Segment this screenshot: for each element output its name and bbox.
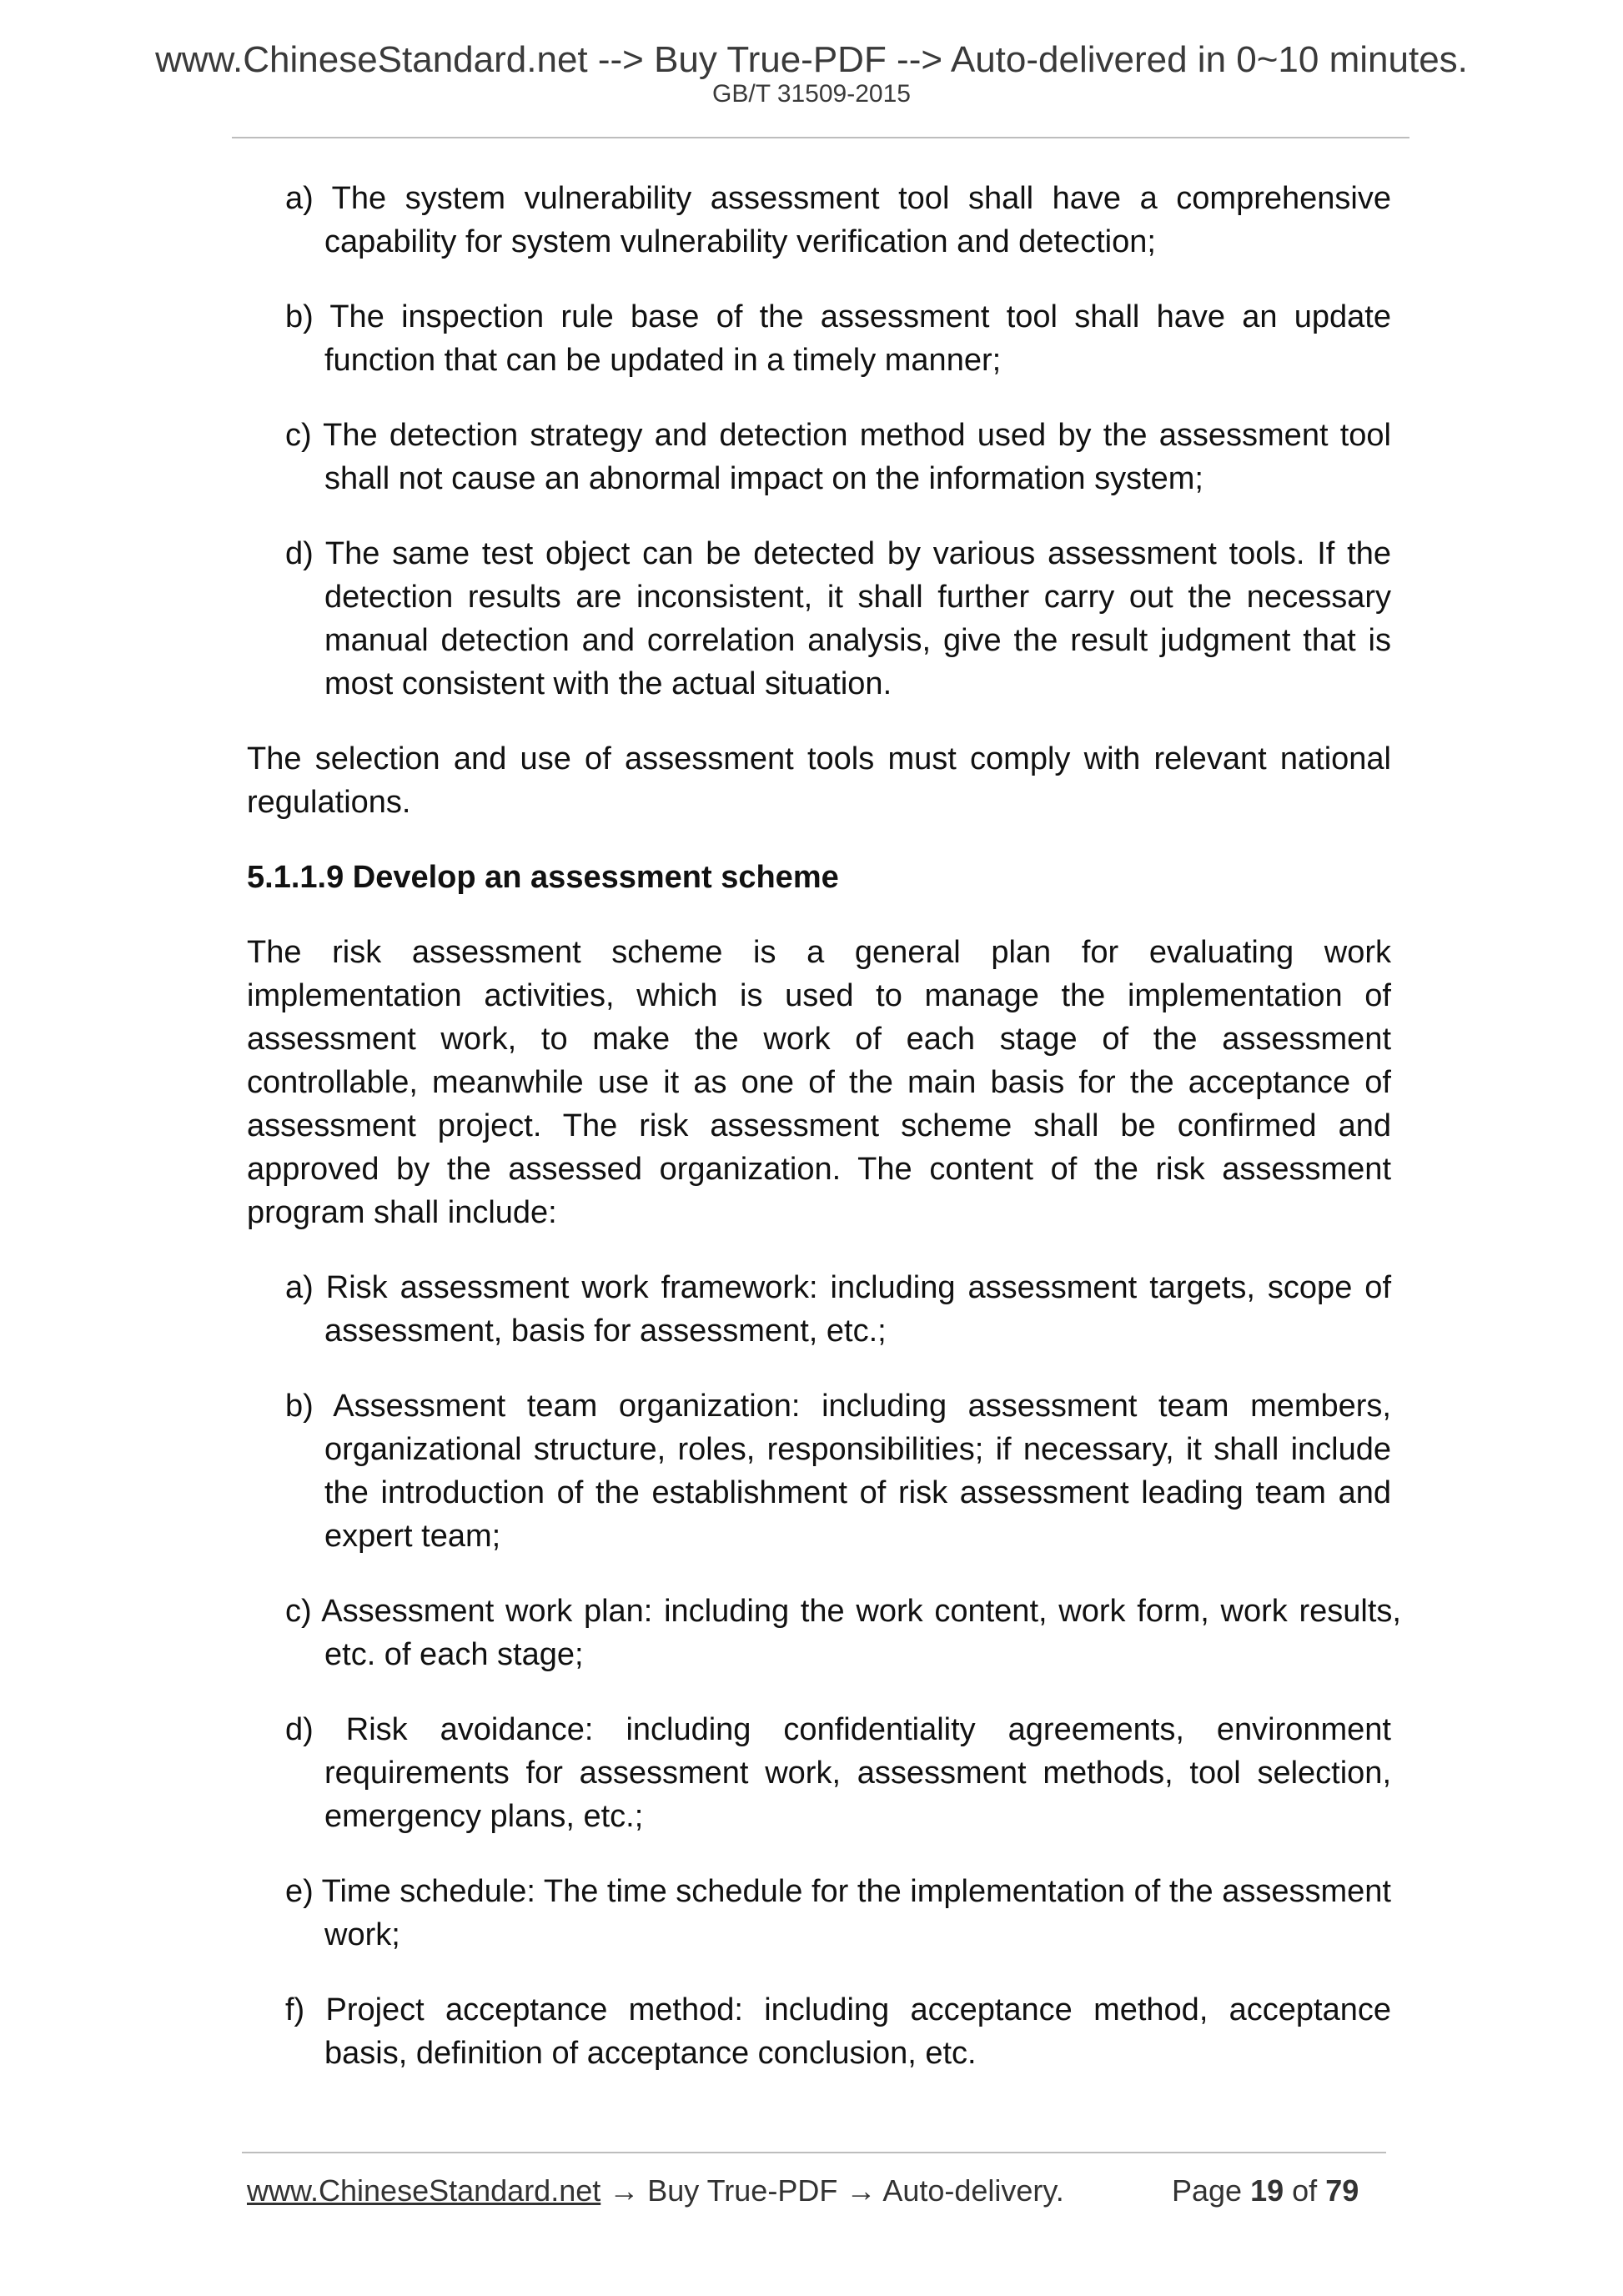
- section-heading: 5.1.1.9 Develop an assessment scheme: [247, 860, 839, 895]
- scheme-item-a: a) Risk assessment work framework: including assessment targets, scope of assessment, basis for assessment, etc.;: [285, 1270, 1391, 1349]
- tool-requirement-d: d) The same test object can be detected by various assessment tools. If the detection results are inconsistent, it shall further carry out the necessary manual detection and correlation analysis, give the result judgment that is most consistent with the actual situation.: [285, 536, 1391, 701]
- of-label: of: [1292, 2173, 1318, 2208]
- scheme-item-e: e) Time schedule: The time schedule for the implementation of the assessment work;: [285, 1874, 1391, 1952]
- footer-delivery-text: → Buy True-PDF → Auto-delivery.: [600, 2173, 1064, 2208]
- page-number: 19: [1250, 2173, 1284, 2208]
- standard-code: GB/T 31509-2015: [712, 80, 911, 108]
- document-body: [247, 177, 1401, 2075]
- selection-note: The selection and use of assessment tools must comply with relevant national regulations.: [247, 741, 1391, 820]
- scheme-item-c: c) Assessment work plan: including the work content, work form, work results, etc. of each stage;: [285, 1594, 1401, 1672]
- scheme-item-d: d) Risk avoidance: including confidentiality agreements, environment requirements for assessment work, assessment methods, tool selection, emergency plans, etc.;: [285, 1712, 1391, 1834]
- tool-requirement-c: c) The detection strategy and detection method used by the assessment tool shall not cause an abnormal impact on the information system;: [285, 418, 1391, 496]
- footer-site-link[interactable]: www.ChineseStandard.net: [247, 2173, 601, 2208]
- header-divider: [232, 137, 1409, 138]
- page-label: Page: [1172, 2173, 1243, 2208]
- page-total: 79: [1325, 2173, 1359, 2208]
- scheme-intro-paragraph: The risk assessment scheme is a general plan for evaluating work implementation activities, which is used to manage the implementation of assessment work, to make the work of each stage of the assessment controllable, meanwhile use it as one of the main basis for the acceptance of assessment project. The risk assessment scheme shall be confirmed and approved by the assessed organization. The content of the risk assessment program shall include:: [247, 935, 1391, 1230]
- footer-left: [247, 2173, 1064, 2208]
- footer-divider: [242, 2152, 1386, 2153]
- site-banner: www.ChineseStandard.net --> Buy True-PDF --> Auto-delivered in 0~10 minutes.: [155, 39, 1468, 80]
- tool-requirement-b: b) The inspection rule base of the assessment tool shall have an update function that can be updated in a timely manner;: [285, 299, 1391, 378]
- scheme-item-f: f) Project acceptance method: including acceptance method, acceptance basis, definition of acceptance conclusion, etc.: [285, 1992, 1391, 2071]
- page-indicator: [1172, 2173, 1359, 2208]
- scheme-item-b: b) Assessment team organization: including assessment team members, organizational structure, roles, responsibilities; if necessary, it shall include the introduction of the establishment of risk assessment leading team and expert team;: [285, 1389, 1391, 1554]
- tool-requirement-a: a) The system vulnerability assessment tool shall have a comprehensive capability for system vulnerability verification and detection;: [285, 181, 1391, 259]
